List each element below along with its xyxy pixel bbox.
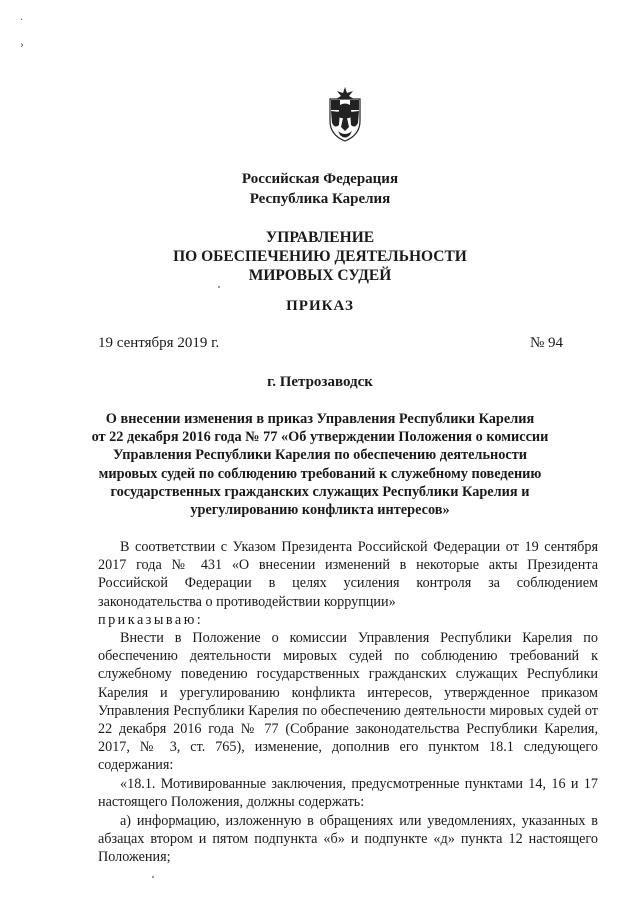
scan-speck [218,286,220,288]
federation-name: Российская Федерация [241,171,399,187]
subject-line: О внесении изменения в приказ Управления Республики Карелия [105,411,535,427]
subject-line: государственных гражданских служащих Республики Карелия и [110,483,530,500]
scan-artifact-mark: . [20,12,24,23]
order-number: № 94 [529,335,563,351]
subclause-a-paragraph: а) информацию, изложенную в обращениях или уведомлениях, указанных в абзацах втором и пятом подпункта «б» и подпункте «д» пункта 12 настоящего Положения; [98,813,598,866]
scan-artifact-mark: › [20,40,24,51]
clause-18-1-paragraph: «18.1. Мотивированные заключения, предусмотренные пунктами 14, 16 и 17 настоящего Положения, должны содержать: [98,776,598,811]
order-date: 19 сентября 2019 г. [98,335,220,351]
subject-line: от 22 декабря 2016 года № 77 «Об утверждении Положения о комиссии [91,429,549,446]
scan-speck [152,876,154,878]
office-name-line: ПО ОБЕСПЕЧЕНИЮ ДЕЯТЕЛЬНОСТИ [173,248,467,265]
order-city: г. Петрозаводск [267,374,373,390]
office-name [0,228,640,285]
order-directive-word: приказываю: [98,612,204,628]
office-name-line: УПРАВЛЕНИЕ [265,229,375,246]
republic-name: Республика Карелия [249,191,391,207]
subject-line: мировых судей по соблюдению требований к служебному поведению [98,465,542,482]
subject-line: урегулированию конфликта интересов» [190,502,450,519]
office-name-line: МИРОВЫХ СУДЕЙ [248,267,392,284]
subject-line: Управления Республики Карелия по обеспечению деятельности [112,447,528,464]
amendment-paragraph: Внести в Положение о комиссии Управления Республики Карелия по обеспечению деятельности мировых судей по соблюдению требований к служебному поведению государственных гражданских служащих Республики Карелия и урегулированию конфликта интересов, утвержденное приказом Управления Республики Карелия по обеспечению деятельности мировых судей от 22 декабря 2016 года № 77 (Собрание законодательства Республики Карелия, 2017, № 3, ст. 765), изменение, дополнив его пунктом 18.1 следующего содержания: [98,630,598,774]
preamble-paragraph: В соответствии с Указом Президента Российской Федерации от 19 сентября 2017 года № 431 «О внесении изменений в некоторые акты Президента Российской Федерации в целях усиления контроля за соблюдением законодательства о противодействии коррупции» [98,539,598,610]
order-subject [80,410,560,519]
karelia-coat-of-arms-icon [326,85,364,143]
document-type-title: ПРИКАЗ [286,298,354,314]
